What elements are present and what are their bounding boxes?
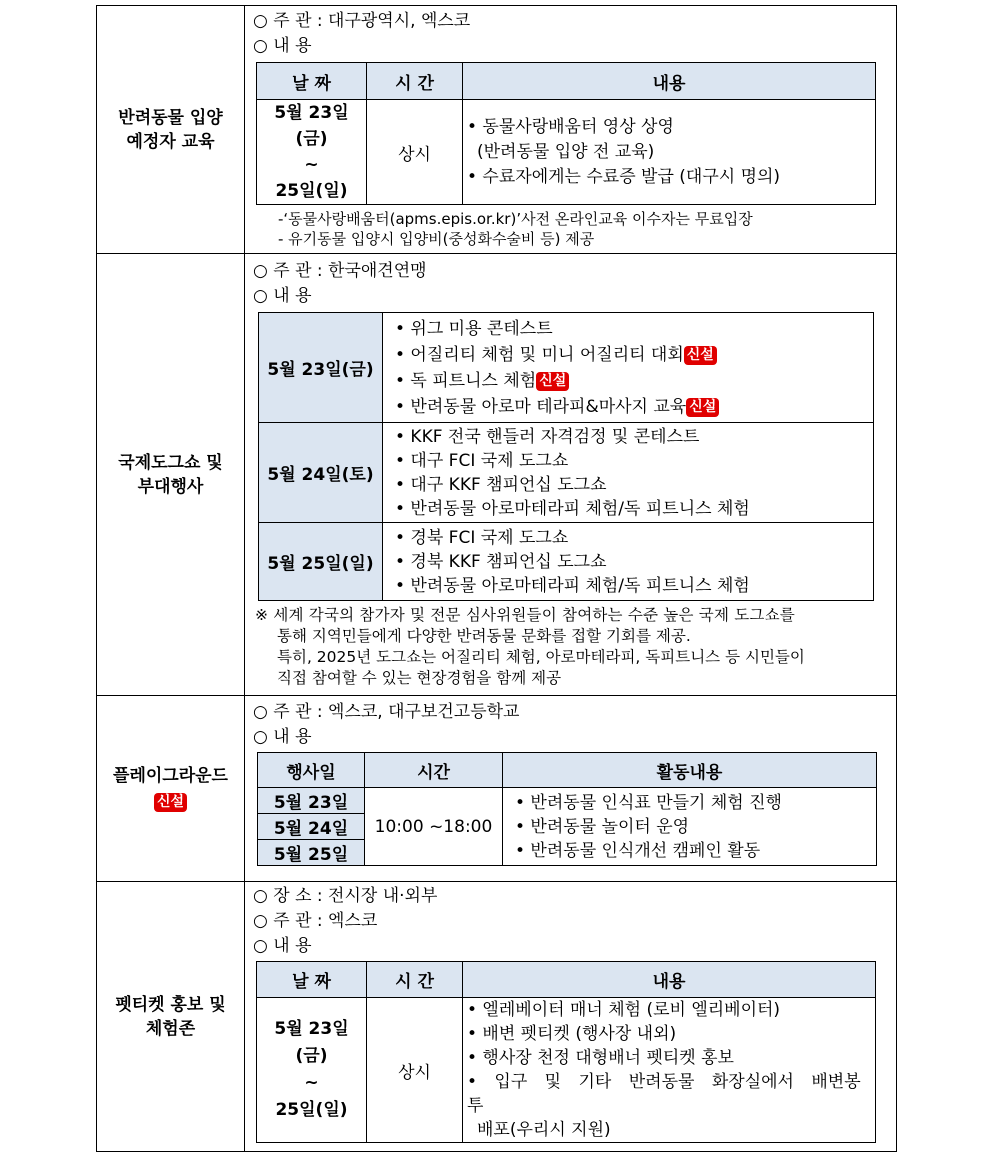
list-item: • 입구 및 기타 반려동물 화장실에서 배변봉투 [467, 1072, 861, 1116]
host-line: ○ 주 관 : 대구광역시, 엑스코 [253, 11, 471, 31]
new-badge: 신설 [686, 398, 719, 417]
time-cell: 10:00 ~18:00 [365, 788, 503, 866]
header-time: 시 간 [367, 63, 463, 100]
content-cell [383, 313, 874, 423]
content-line: ○ 내 용 [253, 36, 312, 56]
label-line: 부대행사 [137, 476, 204, 497]
date-line: 25일(일) [275, 181, 348, 201]
list-item: • 반려동물 인식표 만들기 체험 진행 [515, 792, 782, 813]
section-content [245, 696, 897, 882]
content-cell [383, 523, 874, 601]
list-item [395, 368, 861, 394]
date-cell: 5월 24일 [258, 814, 365, 840]
list-item: • KKF 전국 핸들러 자격검정 및 콘테스트 [395, 426, 700, 447]
header-date: 날 짜 [257, 63, 367, 100]
note-block [253, 601, 888, 689]
header-content: 내용 [463, 962, 876, 998]
host-line: ○ 주 관 : 엑스코 [253, 911, 378, 931]
section-playground [97, 696, 897, 882]
list-item: • 반려동물 놀이터 운영 [515, 816, 690, 837]
list-item: • 수료자에게는 수료증 발급 (대구시 명의) [467, 166, 781, 187]
list-item: • 행사장 천정 대형배너 펫티켓 홍보 [467, 1048, 734, 1068]
label-line: 예정자 교육 [126, 131, 215, 152]
list-item [395, 342, 861, 368]
date-cell: 5월 23일(금) [259, 313, 383, 423]
label-line: 체험존 [145, 1018, 196, 1039]
label-line: 펫티켓 홍보 및 [115, 994, 226, 1015]
dog-show-table [258, 312, 874, 601]
section-content [245, 882, 897, 1152]
header-content: 내용 [463, 63, 876, 100]
list-item: • 경북 KKF 챔피언십 도그쇼 [395, 551, 607, 572]
content-cell [503, 788, 877, 866]
section-content [245, 6, 897, 254]
schedule-table [256, 62, 876, 205]
header-time: 시간 [365, 753, 503, 788]
new-badge: 신설 [154, 793, 187, 812]
note-line: ※ 세계 각국의 참가자 및 전문 심사위원들이 참여하는 수준 높은 국제 도그쇼를 [255, 606, 795, 624]
list-item: • 반려동물 아로마테라피 체험/독 피트니스 체험 [395, 575, 750, 596]
new-badge: 신설 [684, 346, 717, 365]
header-activity: 활동내용 [503, 753, 877, 788]
date-line: 5월 23일(금) [274, 1019, 349, 1066]
section-petiquette [97, 882, 897, 1152]
header-date: 날 짜 [257, 962, 367, 998]
content-cell [383, 423, 874, 523]
time-cell: 상시 [367, 100, 463, 205]
label-line: 플레이그라운드 [113, 765, 228, 786]
date-cell: 5월 24일(토) [259, 423, 383, 523]
host-line: ○ 주 관 : 한국애견연맹 [253, 261, 427, 281]
date-line: ~ [304, 1073, 319, 1093]
list-item-text: • 어질리티 체험 및 미니 어질리티 대회 [395, 344, 684, 365]
list-item-text: • 반려동물 아로마 테라피&마사지 교육 [395, 396, 687, 417]
list-item: • 반려동물 아로마테라피 체험/독 피트니스 체험 [395, 498, 750, 519]
list-item-text: • 독 피트니스 체험 [395, 370, 537, 391]
time-cell: 상시 [367, 998, 463, 1143]
content-line: ○ 내 용 [253, 936, 312, 956]
place-line: ○ 장 소 : 전시장 내·외부 [253, 886, 438, 906]
content-line: ○ 내 용 [253, 286, 312, 306]
label-line: 국제도그쇼 및 [118, 452, 223, 473]
date-line: ~ [304, 155, 319, 175]
note-line: 통해 지역민들에게 다양한 반려동물 문화를 접할 기회를 제공. [277, 627, 691, 645]
playground-table [257, 752, 877, 866]
list-item: • 위그 미용 콘테스트 [395, 318, 553, 339]
host-line: ○ 주 관 : 엑스코, 대구보건고등학교 [253, 702, 520, 722]
list-item: • 경북 FCI 국제 도그쇼 [395, 527, 569, 548]
date-cell [257, 100, 367, 205]
date-cell: 5월 25일 [258, 840, 365, 866]
section-dog-show [97, 254, 897, 696]
list-item: • 동물사랑배움터 영상 상영 [467, 116, 674, 137]
section-adoption-education [97, 6, 897, 254]
section-content [245, 254, 897, 696]
new-badge: 신설 [536, 372, 569, 391]
date-cell: 5월 23일 [258, 788, 365, 814]
list-item: (반려동물 입양 전 교육) [477, 141, 655, 162]
header-time: 시 간 [367, 962, 463, 998]
content-line: ○ 내 용 [253, 727, 312, 747]
list-item: 배포(우리시 지원) [477, 1120, 611, 1140]
list-item: • 배변 펫티켓 (행사장 내외) [467, 1024, 677, 1044]
content-cell [463, 998, 876, 1143]
program-table [96, 5, 897, 1152]
petiquette-table [256, 961, 876, 1143]
list-item: • 엘레베이터 매너 체험 (로비 엘리베이터) [467, 1000, 781, 1020]
section-label [97, 882, 245, 1152]
date-cell: 5월 25일(일) [259, 523, 383, 601]
label-line: 반려동물 입양 [118, 107, 223, 128]
section-label [97, 254, 245, 696]
section-label [97, 6, 245, 254]
note-line: -‘동물사랑배움터(apms.epis.or.kr)’사전 온라인교육 이수자는 무료입장 [278, 210, 753, 228]
note-line: 특히, 2025년 도그쇼는 어질리티 체험, 아로마테라피, 독피트니스 등 시민들이 [277, 648, 805, 666]
section-label [97, 696, 245, 882]
date-line: 5월 23일(금) [274, 103, 349, 149]
header-date: 행사일 [258, 753, 365, 788]
date-line: 25일(일) [275, 1100, 348, 1120]
list-item: • 대구 FCI 국제 도그쇼 [395, 450, 569, 471]
list-item [395, 394, 861, 420]
date-cell [257, 998, 367, 1143]
list-item: • 대구 KKF 챔피언십 도그쇼 [395, 474, 607, 495]
content-cell [463, 100, 876, 205]
note-line: 직접 참여할 수 있는 현장경험을 함께 제공 [277, 669, 562, 687]
list-item: • 반려동물 인식개선 캠페인 활동 [515, 840, 761, 861]
note-line: - 유기동물 입양시 입양비(중성화수술비 등) 제공 [278, 230, 595, 248]
